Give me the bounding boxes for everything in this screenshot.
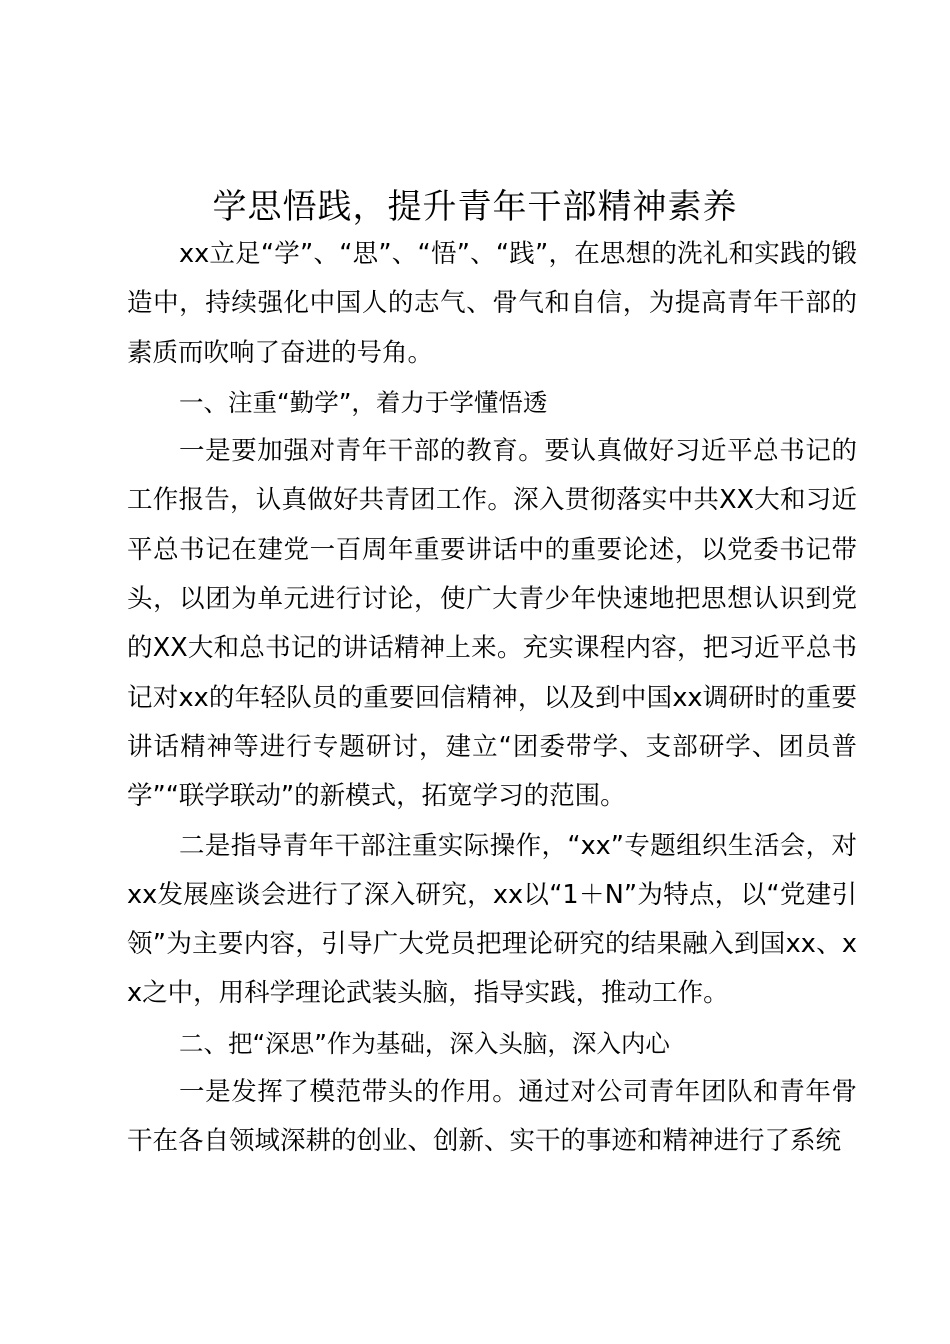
section-heading-2: 二、把“深思”作为基础，深入头脑，深入内心 — [179, 1028, 670, 1058]
document-title: 学思悟践，提升青年干部精神素养 — [212, 187, 738, 227]
intro-paragraph: xx立足“学”、“思”、“悟”、“践”，在思想的洗礼和实践的锻造中，持续强化中国人的志气、骨气和自信，为提高青年干部的素质而吹响了奋进的号角。 — [127, 239, 857, 368]
section-heading-1: 一、注重“勤学”，着力于学懂悟透 — [179, 387, 548, 417]
body-paragraph: 一是要加强对青年干部的教育。要认真做好习近平总书记的工作报告，认真做好共青团工作。深入贯彻落实中共XX大和习近平总书记在建党一百周年重要讲话中的重要论述，以党委书记带头，以团为单元进行讨论，使广大青少年快速地把思想认识到党的XX大和总书记的讲话精神上来。充实课程内容，把习近平总书记对xx的年轻队员的重要回信精神，以及到中国xx调研时的重要讲话精神等进行专题研讨，建立“团委带学、支部研学、团员普学”“联学联动”的新模式，拓宽学习的范围。 — [127, 436, 857, 812]
body-paragraph: 二是指导青年干部注重实际操作，“xx”专题组织生活会，对xx发展座谈会进行了深入研究，xx以“1＋N”为特点，以“党建引领”为主要内容，引导广大党员把理论研究的结果融入到国xx、xx之中，用科学理论武装头脑，指导实践，推动工作。 — [127, 830, 857, 1009]
document-body — [127, 230, 857, 1167]
body-paragraph: 一是发挥了模范带头的作用。通过对公司青年团队和青年骨干在各自领域深耕的创业、创新、实干的事迹和精神进行了系统 — [127, 1077, 857, 1157]
